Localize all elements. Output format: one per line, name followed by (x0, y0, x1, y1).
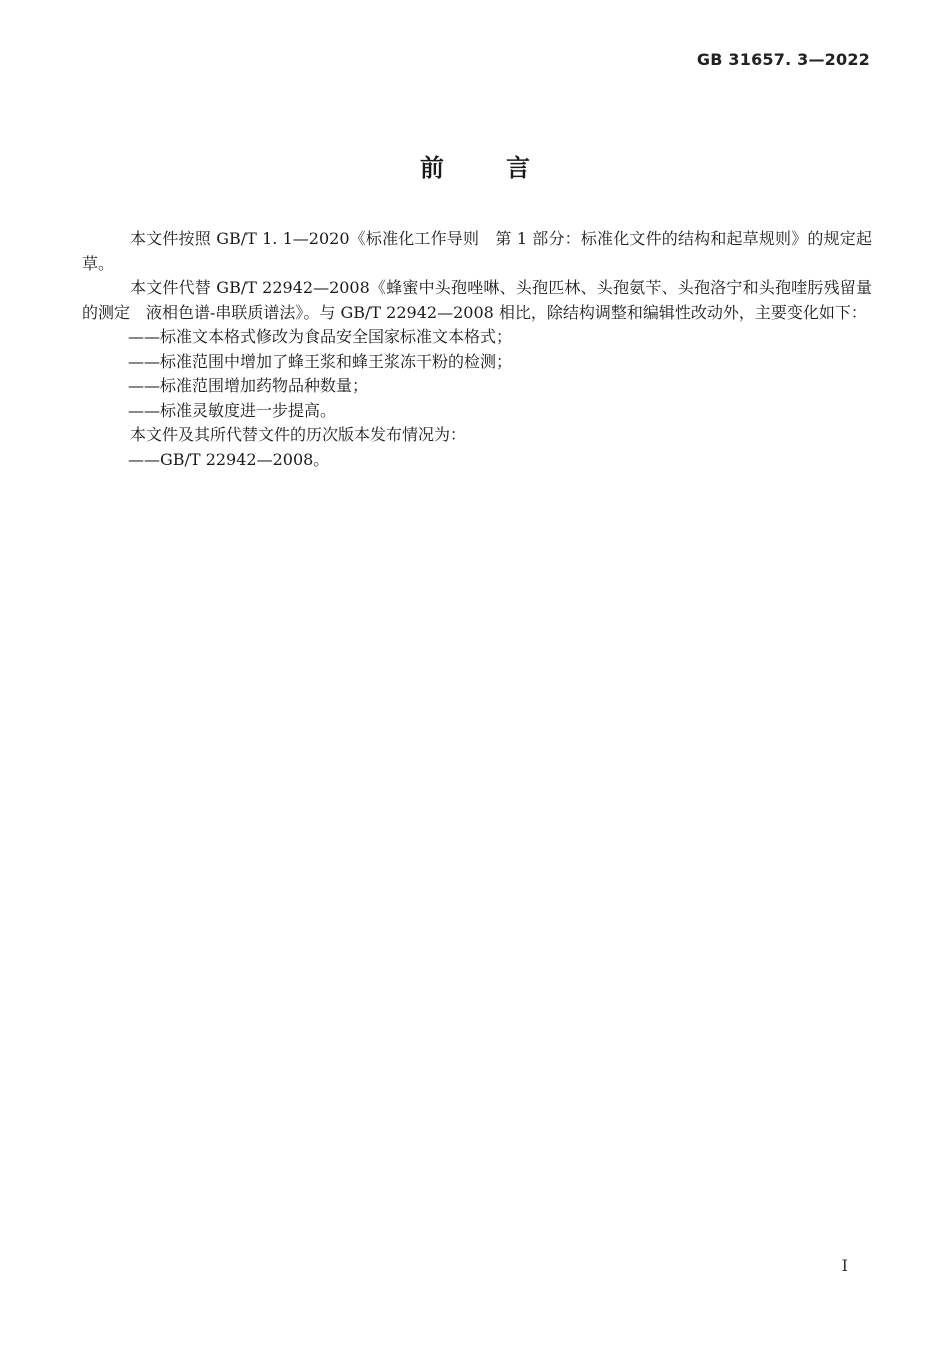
history-item: ——GB/T 22942—2008。 (128, 449, 330, 469)
change-item: ——标准文本格式修改为食品安全国家标准文本格式； (128, 327, 513, 346)
page-title: 前言 (420, 154, 592, 182)
change-item: ——标准范围中增加了蜂王浆和蜂王浆冻干粉的检测； (128, 351, 513, 371)
history-intro: 本文件及其所代替文件的历次版本发布情况为： (130, 425, 467, 444)
page-number: I (841, 1256, 848, 1275)
foreword-body (82, 227, 872, 472)
change-item: ——标准灵敏度进一步提高。 (128, 400, 337, 420)
change-item: ——标准范围增加药物品种数量； (128, 376, 369, 395)
paragraph-drafting-basis: 本文件按照 GB/T 1. 1—2020《标准化工作导则 第 1 部分：标准化文件的结构和起草规则》的规定起草。 (82, 229, 872, 273)
paragraph-replacement: 本文件代替 GB/T 22942—2008《蜂蜜中头孢唑啉、头孢匹林、头孢氨苄、头孢洛宁和头孢喹肟残留量的测定 液相色谱-串联质谱法》。与 GB/T 22942—2008 相比，除结构调整和编辑性改动外，主要变化如下： (82, 278, 872, 322)
standard-code: GB 31657. 3—2022 (696, 50, 870, 69)
